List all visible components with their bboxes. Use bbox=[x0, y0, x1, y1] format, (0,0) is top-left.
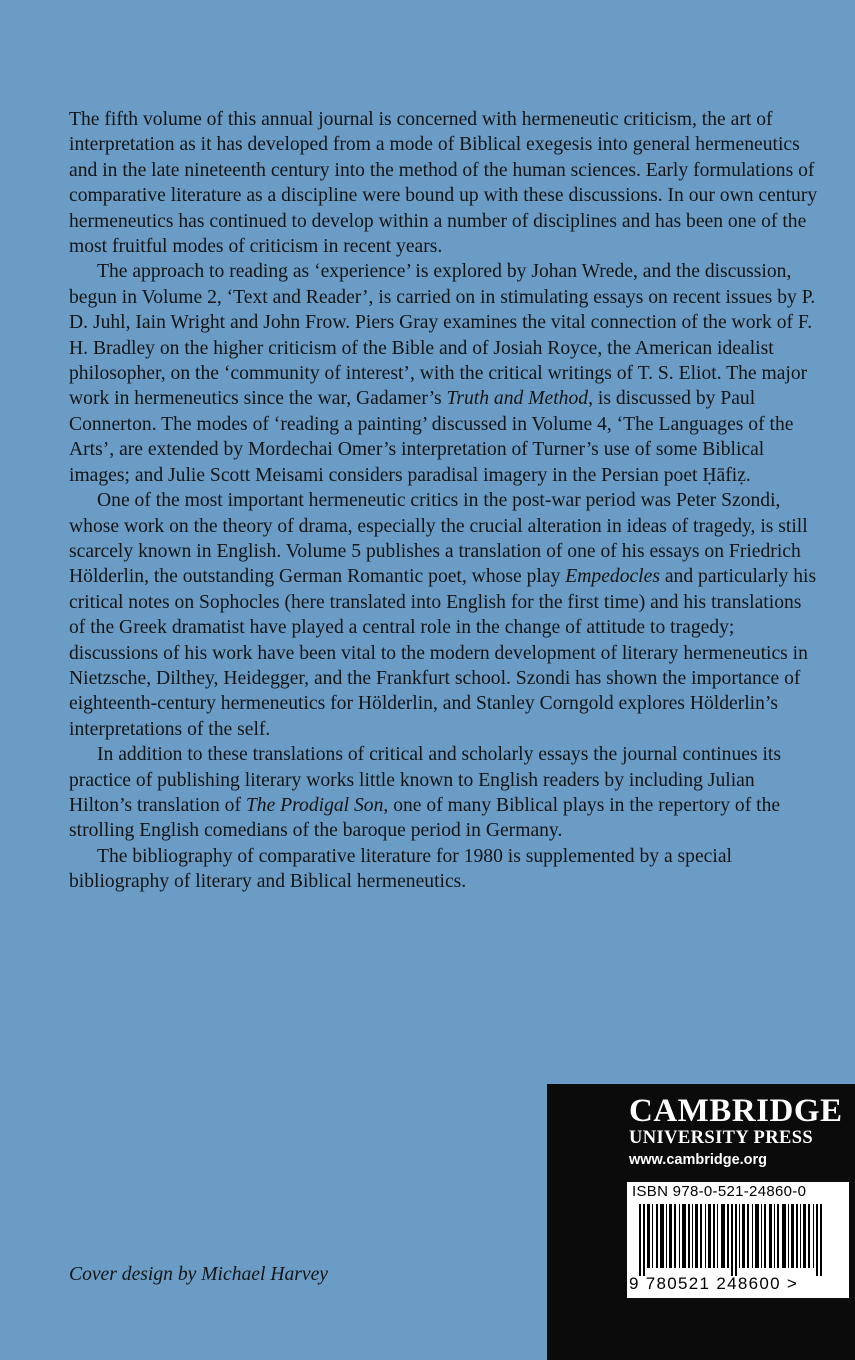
work-title: The Prodigal Son bbox=[245, 794, 384, 816]
blurb-paragraph: One of the most important hermeneutic critics in the post-war period was Peter Szondi, whose work on the theory of drama, especially the crucial alteration in ideas of tragedy, is still scarcely known in English. Volume 5 publishes a translation of one of his essays on Friedrich Hölderlin, the outstanding German Romantic poet, whose play Empedocles and particularly his critical notes on Sophocles (here translated into English for the first time) and his translations of the Greek dramatist have played a central role in the change of attitude to tragedy; discussions of his work have been vital to the modern development of literary hermeneutics in Nietzsche, Dilthey, Heidegger, and the Frankfurt school. Szondi has shown the importance of eighteenth-century hermeneutics for Hölderlin, and Stanley Corngold explores Hölderlin’s interpretations of the self. bbox=[69, 490, 817, 740]
back-cover-blurb bbox=[69, 107, 821, 895]
publisher-url: www.cambridge.org bbox=[629, 1152, 768, 1168]
blurb-paragraph: The bibliography of comparative literature for 1980 is supplemented by a special bibliography of literary and Biblical hermeneutics. bbox=[69, 845, 732, 893]
barcode-digits: 9 780521 248600 > bbox=[629, 1274, 799, 1293]
publisher-block bbox=[547, 1084, 855, 1360]
publisher-subname: UNIVERSITY PRESS bbox=[629, 1128, 814, 1148]
blurb-paragraph: The fifth volume of this annual journal is concerned with hermeneutic criticism, the art of interpretation as it has developed from a mode of Biblical exegesis into general hermeneutics and in the late nineteenth century into the method of the human sciences. Early formulations of comparative literature as a discipline were bound up with these discussions. In our own century hermeneutics has continued to develop within a number of disciplines and has been one of the most fruitful modes of criticism in recent years. bbox=[69, 109, 818, 258]
publisher-name: CAMBRIDGE bbox=[629, 1093, 843, 1129]
barcode-panel bbox=[627, 1182, 849, 1298]
blurb-paragraph: In addition to these translations of critical and scholarly essays the journal continues its practice of publishing literary works little known to English readers by including Julian Hilton’s translation of The Prodigal Son, one of many Biblical plays in the repertory of the strolling English comedians of the baroque period in Germany. bbox=[69, 744, 781, 842]
barcode-icon bbox=[627, 1204, 849, 1276]
work-title: Truth and Method bbox=[446, 388, 589, 410]
cover-design-credit: Cover design by Michael Harvey bbox=[69, 1264, 328, 1285]
work-title: Empedocles bbox=[565, 566, 660, 588]
blurb-paragraph: The approach to reading as ‘experience’ is explored by Johan Wrede, and the discussion, begun in Volume 2, ‘Text and Reader’, is carried on in stimulating essays on recent issues by P. D. Juhl, Iain Wright and John Frow. Piers Gray examines the vital connection of the work of F. H. Bradley on the higher criticism of the Bible and of Josiah Royce, the American idealist philosopher, on the ‘community of interest’, with the critical writings of T. S. Eliot. The major work in hermeneutics since the war, Gadamer’s Truth and Method, is discussed by Paul Connerton. The modes of ‘reading a painting’ discussed in Volume 4, ‘The Languages of the Arts’, are extended by Mordechai Omer’s interpretation of Turner’s use of some Biblical images; and Julie Scott Meisami considers paradisal imagery in the Persian poet Ḥāfiẓ. bbox=[69, 261, 816, 486]
isbn-label: ISBN 978-0-521-24860-0 bbox=[632, 1183, 807, 1200]
